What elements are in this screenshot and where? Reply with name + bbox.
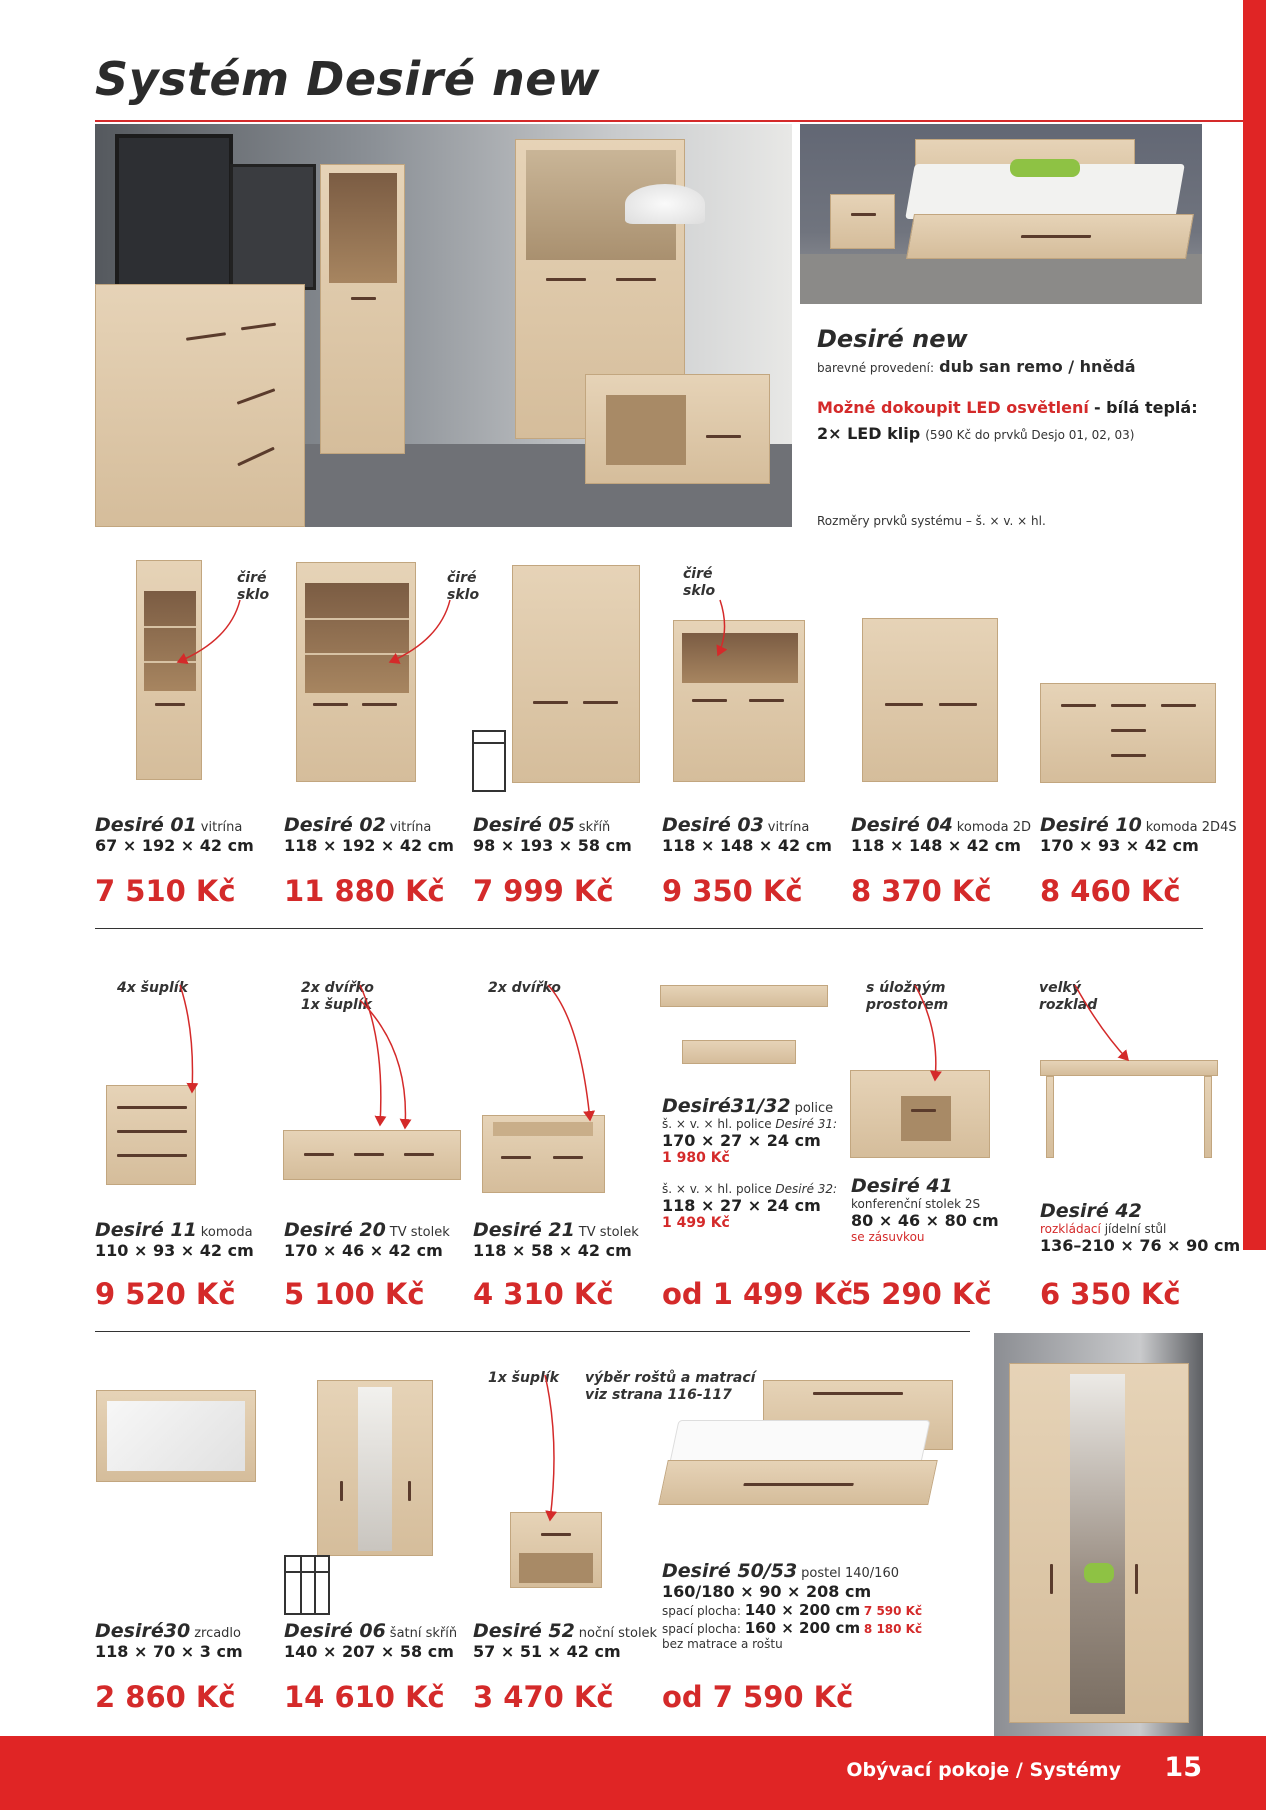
desire-42-type-red: rozkládací	[1040, 1222, 1101, 1236]
desire-50-name: Desiré 50/53	[662, 1560, 798, 1582]
note-4-drawers: 4x šuplík	[117, 980, 188, 996]
desire-42-name: Desiré 42	[1040, 1200, 1142, 1222]
page-title: Systém Desiré new	[95, 52, 600, 106]
desire-11-type: komoda	[200, 1225, 253, 1240]
note-clear-glass-3: čiré sklo	[683, 566, 716, 599]
desire-50-sleep-1: 140 × 200 cm	[744, 1601, 861, 1619]
desire-06-type: šatní skříň	[389, 1626, 458, 1641]
desire-52-name: Desiré 52	[473, 1620, 575, 1642]
desire-02-name: Desiré 02	[284, 814, 386, 836]
note-2-doors: 2x dvířko	[488, 980, 561, 996]
desire-42-price: 6 350 Kč	[1040, 1277, 1181, 1311]
desire-02-type: vitrína	[389, 820, 432, 835]
desire-20-name: Desiré 20	[284, 1219, 386, 1241]
desire-21-dims: 118 × 58 × 42 cm	[473, 1241, 632, 1260]
desire-21-price: 4 310 Kč	[473, 1277, 614, 1311]
desire-05-type: skříň	[578, 820, 611, 835]
collection-name: Desiré new	[817, 325, 968, 353]
desire-10-type: komoda 2D4S	[1145, 820, 1237, 835]
desire-02-dims: 118 × 192 × 42 cm	[284, 836, 454, 855]
desire-50-dims: 160/180 × 90 × 208 cm	[662, 1582, 872, 1601]
desire-01-dims: 67 × 192 × 42 cm	[95, 836, 254, 855]
desire-06-dims: 140 × 207 × 58 cm	[284, 1642, 454, 1661]
desire-50-note: bez matrace a roštu	[662, 1637, 783, 1651]
desire-05-price: 7 999 Kč	[473, 874, 614, 908]
desire-42-type-rest: jídelní stůl	[1104, 1222, 1167, 1236]
color-value: dub san remo / hnědá	[939, 357, 1136, 376]
desire-11-price: 9 520 Kč	[95, 1277, 236, 1311]
desire-03-name: Desiré 03	[662, 814, 764, 836]
desire-01-name: Desiré 01	[95, 814, 197, 836]
note-2-doors-1-drawer-a: 2x dvířko	[301, 980, 374, 996]
led-option-rest: - bílá teplá:	[1093, 398, 1198, 417]
desire-52-type: noční stolek	[578, 1626, 658, 1641]
desire-41-price: 5 290 Kč	[851, 1277, 992, 1311]
note-1-drawer: 1x šuplík	[488, 1370, 559, 1386]
desire-20-dims: 170 × 46 × 42 cm	[284, 1241, 443, 1260]
desire-30-dims: 118 × 70 × 3 cm	[95, 1642, 243, 1661]
desire-20-price: 5 100 Kč	[284, 1277, 425, 1311]
desire-52-price: 3 470 Kč	[473, 1680, 614, 1714]
desire-06-price: 14 610 Kč	[284, 1680, 445, 1714]
desire-03-dims: 118 × 148 × 42 cm	[662, 836, 832, 855]
desire-30-name: Desiré30	[95, 1620, 191, 1642]
page-number: 15	[1164, 1752, 1202, 1783]
desire-11-dims: 110 × 93 × 42 cm	[95, 1241, 254, 1260]
desire-31-name: Desiré31/32	[662, 1095, 791, 1117]
desire-50-sleep-label-2: spací plocha:	[662, 1622, 741, 1636]
note-extend-a: velký	[1039, 980, 1081, 996]
note-2-doors-1-drawer-b: 1x šuplík	[301, 997, 372, 1013]
led-clip: 2× LED klip	[817, 424, 921, 443]
desire-50-sleep-2: 160 × 200 cm	[744, 1619, 861, 1637]
desire-04-type: komoda 2D	[956, 820, 1032, 835]
desire-32-dims: 118 × 27 × 24 cm	[662, 1196, 821, 1215]
note-mattress-b: viz strana 116-117	[585, 1387, 732, 1403]
desire-31-type: police	[794, 1101, 834, 1116]
desire-10-dims: 170 × 93 × 42 cm	[1040, 836, 1199, 855]
desire-05-name: Desiré 05	[473, 814, 575, 836]
desire-50-sleep-label-1: spací plocha:	[662, 1604, 741, 1618]
desire-31-l1: š. × v. × hl. police	[662, 1117, 772, 1131]
color-label: barevné provedení:	[817, 361, 935, 375]
desire-04-price: 8 370 Kč	[851, 874, 992, 908]
desire-20-type: TV stolek	[389, 1225, 450, 1240]
desire-32-l2: š. × v. × hl. police	[662, 1182, 772, 1196]
desire-03-price: 9 350 Kč	[662, 874, 803, 908]
led-clip-note: (590 Kč do prvků Desjo 01, 02, 03)	[925, 428, 1135, 442]
desire-50-sleep-2-price: 8 180 Kč	[863, 1622, 923, 1636]
desire-41-type: konferenční stolek 2S	[851, 1197, 981, 1211]
desire-06-name: Desiré 06	[284, 1620, 386, 1642]
desire-11-name: Desiré 11	[95, 1219, 197, 1241]
desire-50-type: postel 140/160	[801, 1566, 899, 1581]
desire-42-dims: 136–210 × 76 × 90 cm	[1040, 1236, 1241, 1255]
desire-02-price: 11 880 Kč	[284, 874, 445, 908]
desire-30-type: zrcadlo	[194, 1626, 242, 1641]
desire-31-32-price: od 1 499 Kč	[662, 1277, 854, 1311]
desire-41-extra: se zásuvkou	[851, 1230, 925, 1244]
note-mattress-a: výběr roštů a matrací	[585, 1370, 756, 1386]
desire-10-name: Desiré 10	[1040, 814, 1142, 836]
desire-30-price: 2 860 Kč	[95, 1680, 236, 1714]
desire-21-name: Desiré 21	[473, 1219, 575, 1241]
desire-03-type: vitrína	[767, 820, 810, 835]
desire-41-dims: 80 × 46 × 80 cm	[851, 1211, 999, 1230]
footer-section: Obývací pokoje / Systémy	[846, 1759, 1121, 1781]
desire-01-type: vitrína	[200, 820, 243, 835]
desire-31-l1-italic: Desiré 31:	[775, 1117, 838, 1131]
desire-52-dims: 57 × 51 × 42 cm	[473, 1642, 621, 1661]
note-clear-glass-2: čiré sklo	[447, 570, 480, 603]
note-clear-glass-1: čiré sklo	[237, 570, 270, 603]
note-extend-b: rozklad	[1039, 997, 1098, 1013]
desire-31-price: 1 980 Kč	[662, 1150, 730, 1166]
note-storage-b: prostorem	[866, 997, 949, 1013]
desire-32-price: 1 499 Kč	[662, 1215, 730, 1231]
note-storage-a: s úložným	[866, 980, 946, 996]
desire-21-type: TV stolek	[578, 1225, 639, 1240]
desire-50-sleep-1-price: 7 590 Kč	[863, 1604, 923, 1618]
dimensions-note: Rozměry prvků systému – š. × v. × hl.	[817, 514, 1046, 528]
desire-04-name: Desiré 04	[851, 814, 953, 836]
desire-01-price: 7 510 Kč	[95, 874, 236, 908]
desire-05-dims: 98 × 193 × 58 cm	[473, 836, 632, 855]
desire-32-l2-italic: Desiré 32:	[775, 1182, 838, 1196]
desire-04-dims: 118 × 148 × 42 cm	[851, 836, 1021, 855]
desire-31-dims: 170 × 27 × 24 cm	[662, 1131, 821, 1150]
led-option: Možné dokoupit LED osvětlení	[817, 398, 1089, 417]
desire-10-price: 8 460 Kč	[1040, 874, 1181, 908]
desire-50-price: od 7 590 Kč	[662, 1680, 854, 1714]
desire-41-name: Desiré 41	[851, 1175, 953, 1197]
